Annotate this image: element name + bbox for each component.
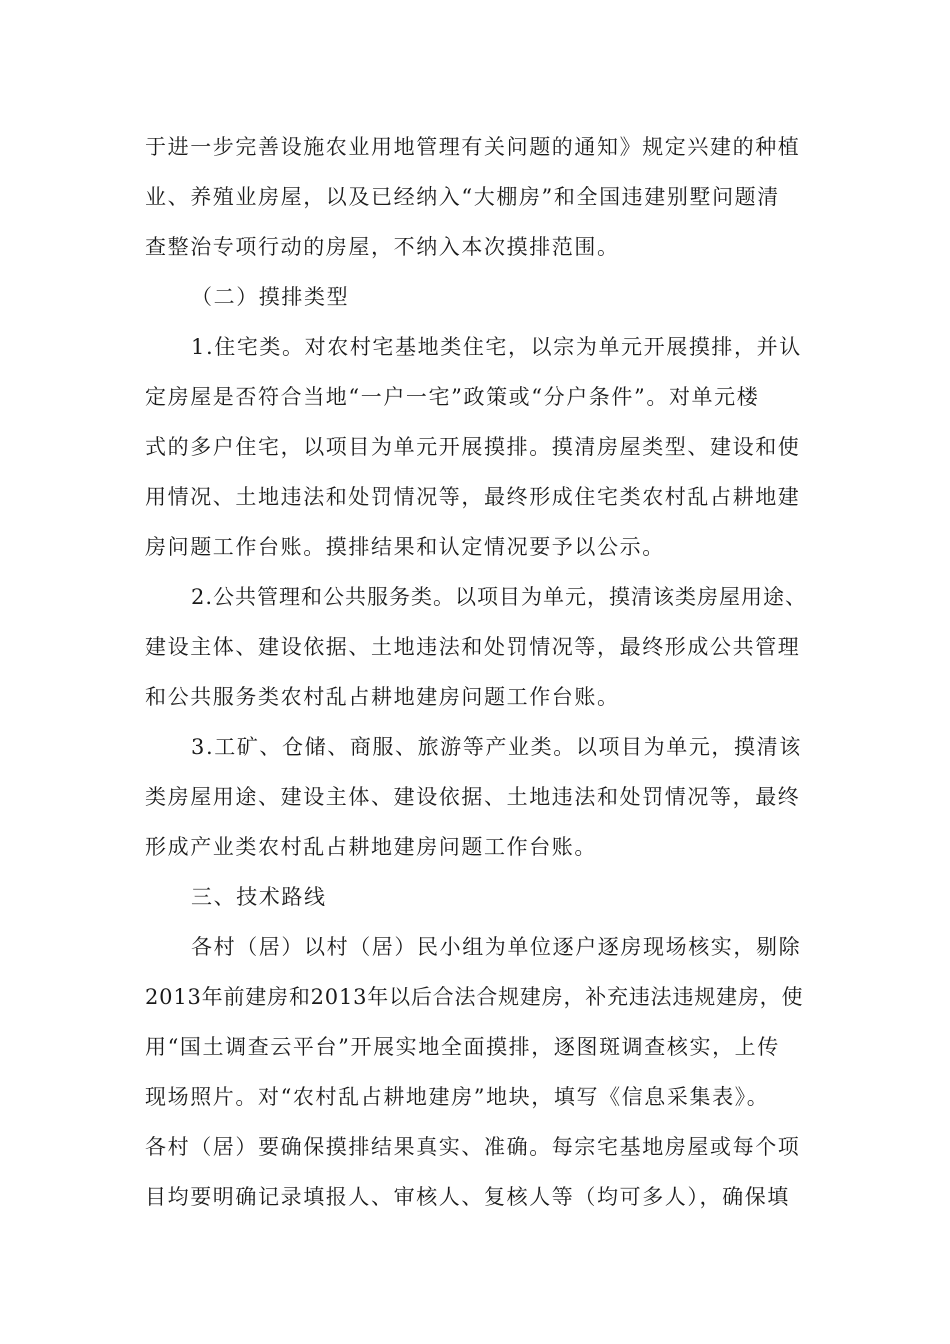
text-line: 房问题工作台账。摸排结果和认定情况要予以公示。 <box>145 535 665 559</box>
text-line: 建设主体、建设依据、土地违法和处罚情况等，最终形成公共管理 <box>145 635 801 659</box>
text-line: 业、养殖业房屋，以及已经纳入“大棚房”和全国违建别墅问题清 <box>145 185 780 209</box>
text-line: 各村（居）要确保摸排结果真实、准确。每宗宅基地房屋或每个项 <box>145 1135 801 1159</box>
text-line: 2.公共管理和公共服务类。以项目为单元，摸清该类房屋用途、 <box>191 585 808 609</box>
text-line: 定房屋是否符合当地“一户一宅”政策或“分户条件”。对单元楼 <box>145 385 760 409</box>
text-line: 用“国土调查云平台”开展实地全面摸排，逐图斑调查核实，上传 <box>145 1035 780 1059</box>
document-body <box>145 122 807 1222</box>
text-line: 用情况、土地违法和处罚情况等，最终形成住宅类农村乱占耕地建 <box>145 485 801 509</box>
text-line: 1.住宅类。对农村宅基地类住宅，以宗为单元开展摸排，并认 <box>191 335 802 359</box>
text-line: 形成产业类农村乱占耕地建房问题工作台账。 <box>145 835 597 859</box>
section-heading: （二）摸排类型 <box>191 285 350 309</box>
section-heading: 三、技术路线 <box>191 885 327 909</box>
text-line: 3.工矿、仓储、商服、旅游等产业类。以项目为单元，摸清该 <box>191 735 802 759</box>
text-line: 式的多户住宅，以项目为单元开展摸排。摸清房屋类型、建设和使 <box>145 435 801 459</box>
text-line: 和公共服务类农村乱占耕地建房问题工作台账。 <box>145 685 620 709</box>
text-line: 于进一步完善设施农业用地管理有关问题的通知》规定兴建的种植 <box>145 135 801 159</box>
text-line: 2013年前建房和2013年以后合法合规建房，补充违法违规建房，使 <box>145 985 804 1009</box>
text-line: 查整治专项行动的房屋，不纳入本次摸排范围。 <box>145 235 620 259</box>
text-line: 现场照片。对“农村乱占耕地建房”地块，填写《信息采集表》。 <box>145 1085 770 1109</box>
text-line: 目均要明确记录填报人、审核人、复核人等（均可多人），确保填 <box>145 1185 790 1209</box>
text-line: 各村（居）以村（居）民小组为单位逐户逐房现场核实，剔除 <box>191 935 802 959</box>
text-line: 类房屋用途、建设主体、建设依据、土地违法和处罚情况等，最终 <box>145 785 801 809</box>
